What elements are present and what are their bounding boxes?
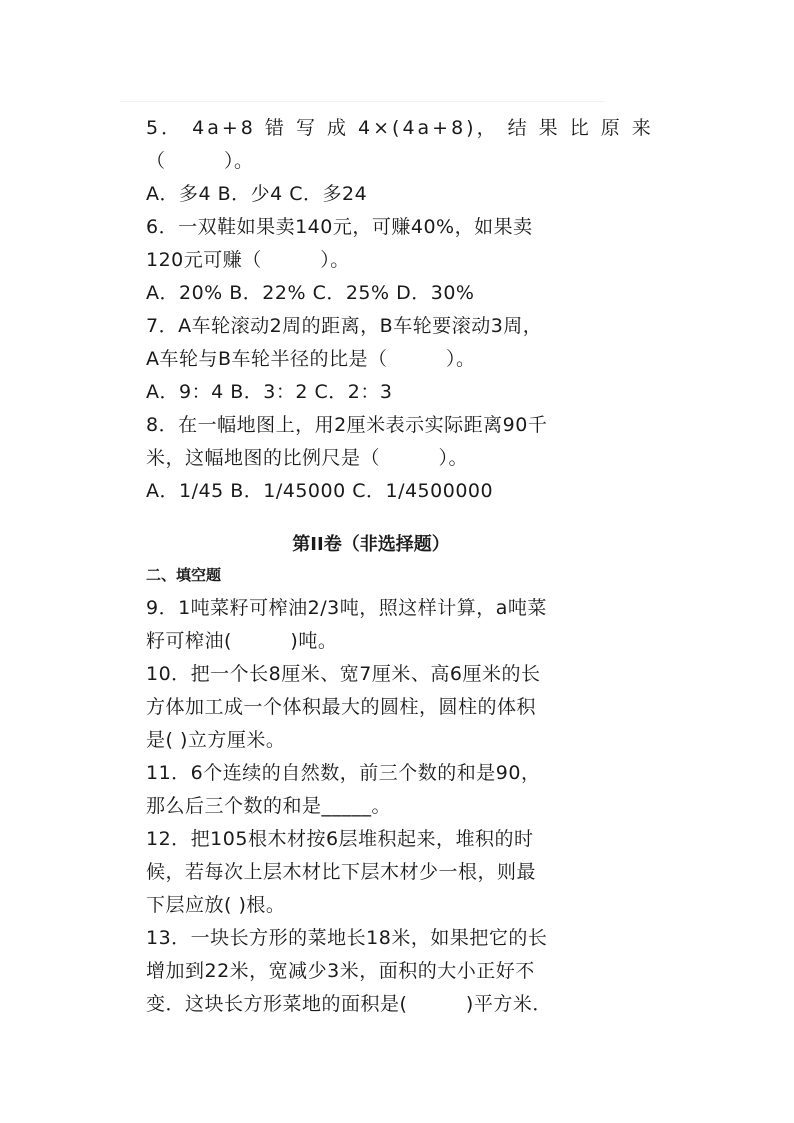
question-6	[146, 211, 586, 310]
question-line: 米，这幅地图的比例尺是（ ）。	[146, 447, 469, 469]
question-line: A车轮与B车轮半径的比是（ ）。	[146, 348, 476, 370]
question-12	[146, 823, 586, 922]
question-options: A．20% B．22% C．25% D．30%	[146, 282, 475, 304]
question-8	[146, 409, 586, 508]
page-top-rule	[120, 101, 605, 102]
question-line: 籽可榨油( )吨。	[146, 630, 338, 652]
question-line: 11．6个连续的自然数，前三个数的和是90，	[146, 762, 541, 784]
question-line: 12．把105根木材按6层堆积起来，堆积的时	[146, 828, 534, 850]
question-line: 是( )立方厘米。	[146, 729, 286, 751]
question-7	[146, 310, 586, 409]
question-line: 候，若每次上层木材比下层木材少一根，则最	[146, 861, 537, 883]
question-line: 120元可赚（ ）。	[146, 249, 350, 271]
question-line: 变．这块长方形菜地的面积是( )平方米．	[146, 993, 552, 1015]
subsection-title: 二、填空题	[146, 566, 222, 584]
question-line: 6．一双鞋如果卖140元，可赚40%，如果卖	[146, 216, 533, 238]
question-options: A．1/45 B．1/45000 C．1/4500000	[146, 480, 494, 502]
question-line: 增加到22米，宽减少3米，面积的大小正好不	[146, 960, 535, 982]
question-9	[146, 592, 586, 658]
question-line: 方体加工成一个体积最大的圆柱，圆柱的体积	[146, 696, 537, 718]
question-5	[146, 112, 654, 211]
question-line: 8．在一幅地图上，用2厘米表示实际距离90千	[146, 414, 548, 436]
question-options: A．9：4 B．3：2 C．2：3	[146, 381, 393, 403]
section-title: 第II卷（非选择题）	[292, 534, 450, 555]
question-line: 7．A车轮滚动2周的距离，B车轮要滚动3周，	[146, 315, 543, 337]
question-line: 5． 4a+8 错 写 成 4×(4a+8)， 结 果 比 原 来	[146, 117, 654, 139]
fill-in-questions	[146, 592, 586, 1021]
question-line: 10．把一个长8厘米、宽7厘米、高6厘米的长	[146, 663, 541, 685]
question-11	[146, 757, 586, 823]
page-content	[146, 112, 654, 1021]
question-line: 下层应放( )根。	[146, 894, 286, 916]
question-line: （ ）。	[146, 150, 254, 172]
question-13	[146, 922, 586, 1021]
question-options: A．多4 B．少4 C．多24	[146, 183, 368, 205]
question-line: 那么后三个数的和是_____。	[146, 795, 392, 817]
question-line: 9．1吨菜籽可榨油2/3吨，照这样计算，a吨菜	[146, 597, 547, 619]
question-10	[146, 658, 586, 757]
question-line: 13．一块长方形的菜地长18米，如果把它的长	[146, 927, 548, 949]
